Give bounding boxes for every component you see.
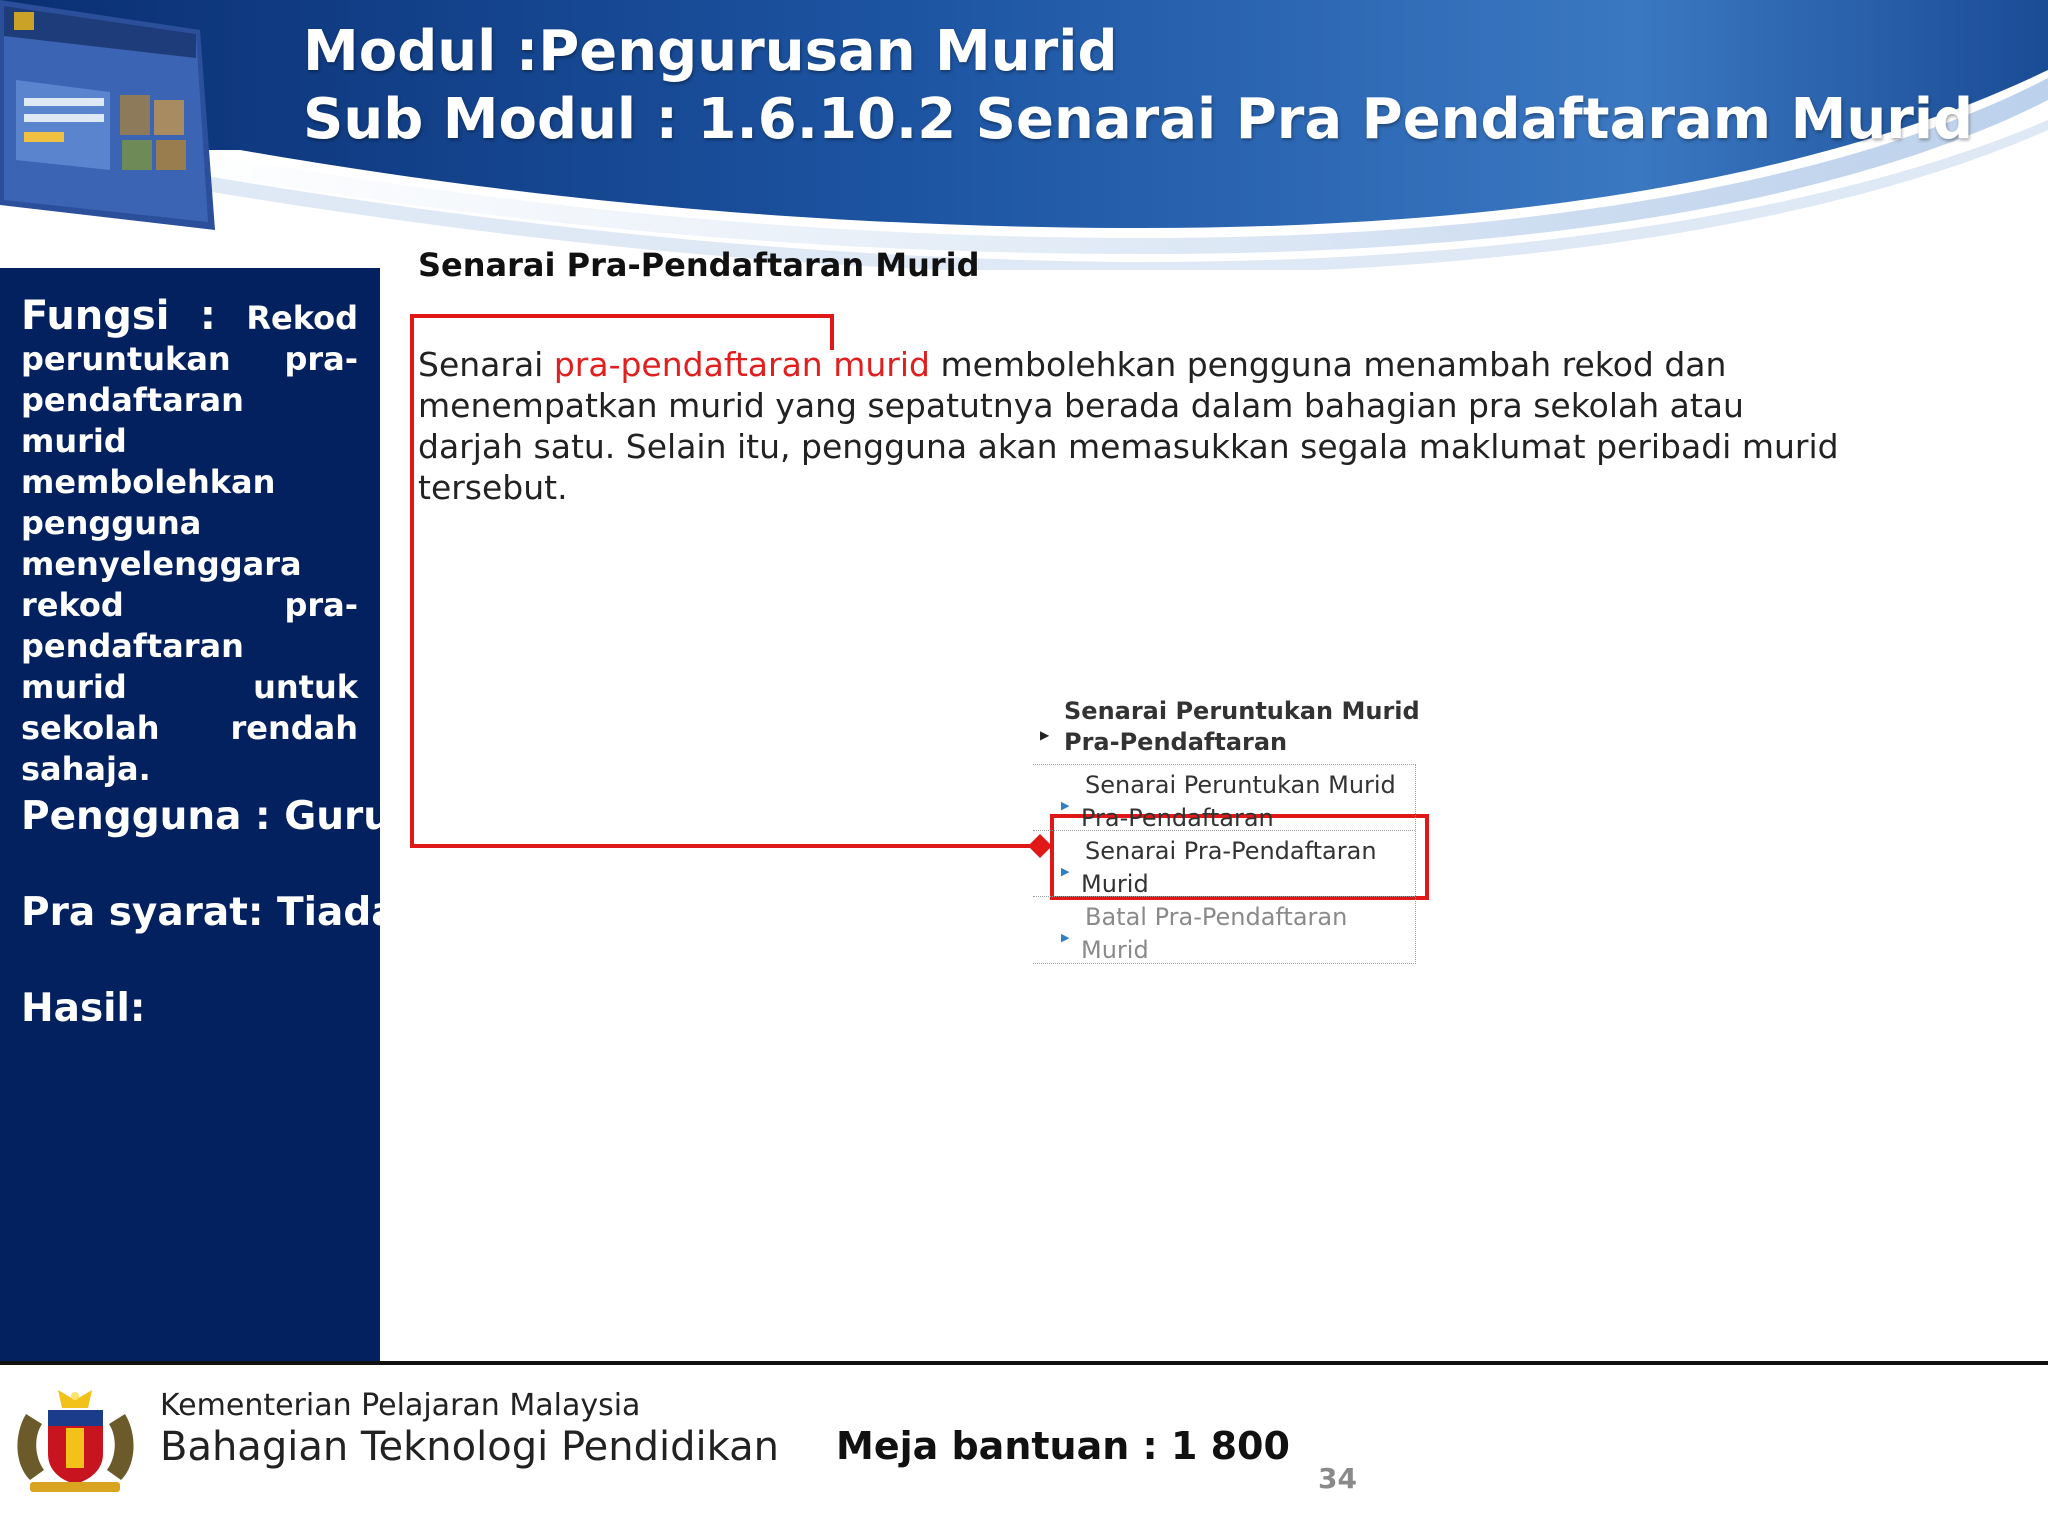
bullet-arrow-icon: ▶: [1061, 931, 1070, 944]
header-banner: [0, 0, 2048, 270]
menu-item-batal-pra-pendaftaran[interactable]: [1033, 897, 1415, 963]
menu-heading[interactable]: [1030, 696, 1420, 758]
description-rest: membolehkan pengguna menambah rekod dan menempatkan murid yang sepatutnya berada dalam bahagian pra sekolah atau darjah satu. Selain itu, pengguna akan memasukkan segala maklumat peribadi murid tersebut.: [418, 345, 1839, 507]
menu-item-label: Batal Pra-Pendaftaran: [1085, 903, 1348, 931]
description-highlight: pra-pendaftaran murid: [553, 345, 930, 384]
bullet-arrow-icon: ▶: [1061, 799, 1070, 812]
menu-list: [1033, 764, 1416, 964]
result-label: Hasil:: [21, 986, 146, 1031]
ministry-name: Kementerian Pelajaran Malaysia: [160, 1388, 641, 1423]
prerequisite: Pra syarat: Tiada: [21, 890, 398, 935]
bullet-arrow-icon: ▶: [1061, 865, 1070, 878]
page-number: 34: [1318, 1462, 1357, 1495]
menu-item-senarai-peruntukan[interactable]: [1033, 765, 1415, 831]
menu-item-label-line2: Murid: [1081, 870, 1149, 897]
footer-divider: [0, 1361, 2048, 1365]
helpdesk-number: Meja bantuan : 1 800: [836, 1424, 1290, 1468]
menu-item-label: Senarai Peruntukan Murid: [1085, 771, 1396, 799]
menu-item-label: Senarai Pra-Pendaftaran: [1085, 837, 1377, 865]
submodule-title: Sub Modul : 1.6.10.2 Senarai Pra Pendaftaram Murid: [303, 87, 1974, 152]
menu-heading-label: Senarai Peruntukan Murid Pra-Pendaftaran: [1064, 697, 1420, 756]
application-thumbnail: [0, 0, 215, 235]
menu-item-senarai-pra-pendaftaran[interactable]: [1033, 831, 1415, 897]
coat-of-arms-icon: [8, 1384, 143, 1494]
expand-arrow-icon: ▶: [1040, 728, 1050, 742]
menu-item-label-line2: Murid: [1081, 936, 1149, 963]
division-name: Bahagian Teknologi Pendidikan: [160, 1424, 779, 1470]
submodule-menu: [1030, 696, 1420, 964]
function-description: [21, 293, 358, 790]
description-start: Senarai: [418, 345, 554, 384]
function-text: Rekod peruntukan pra-pendaftaran murid membolehkan pengguna menyelenggara rekod pra-pendaftaran murid untuk sekolah rendah sahaja.: [21, 299, 358, 788]
description-paragraph: [418, 344, 1858, 508]
module-title: Modul :Pengurusan Murid: [303, 19, 1118, 84]
info-sidebar: [0, 268, 398, 1362]
section-title: Senarai Pra-Pendaftaran Murid: [418, 246, 980, 284]
function-label: Fungsi :: [21, 293, 247, 339]
user-role: Pengguna : Guru: [21, 794, 392, 839]
menu-item-label-line2: Pra-Pendaftaran: [1081, 804, 1274, 831]
